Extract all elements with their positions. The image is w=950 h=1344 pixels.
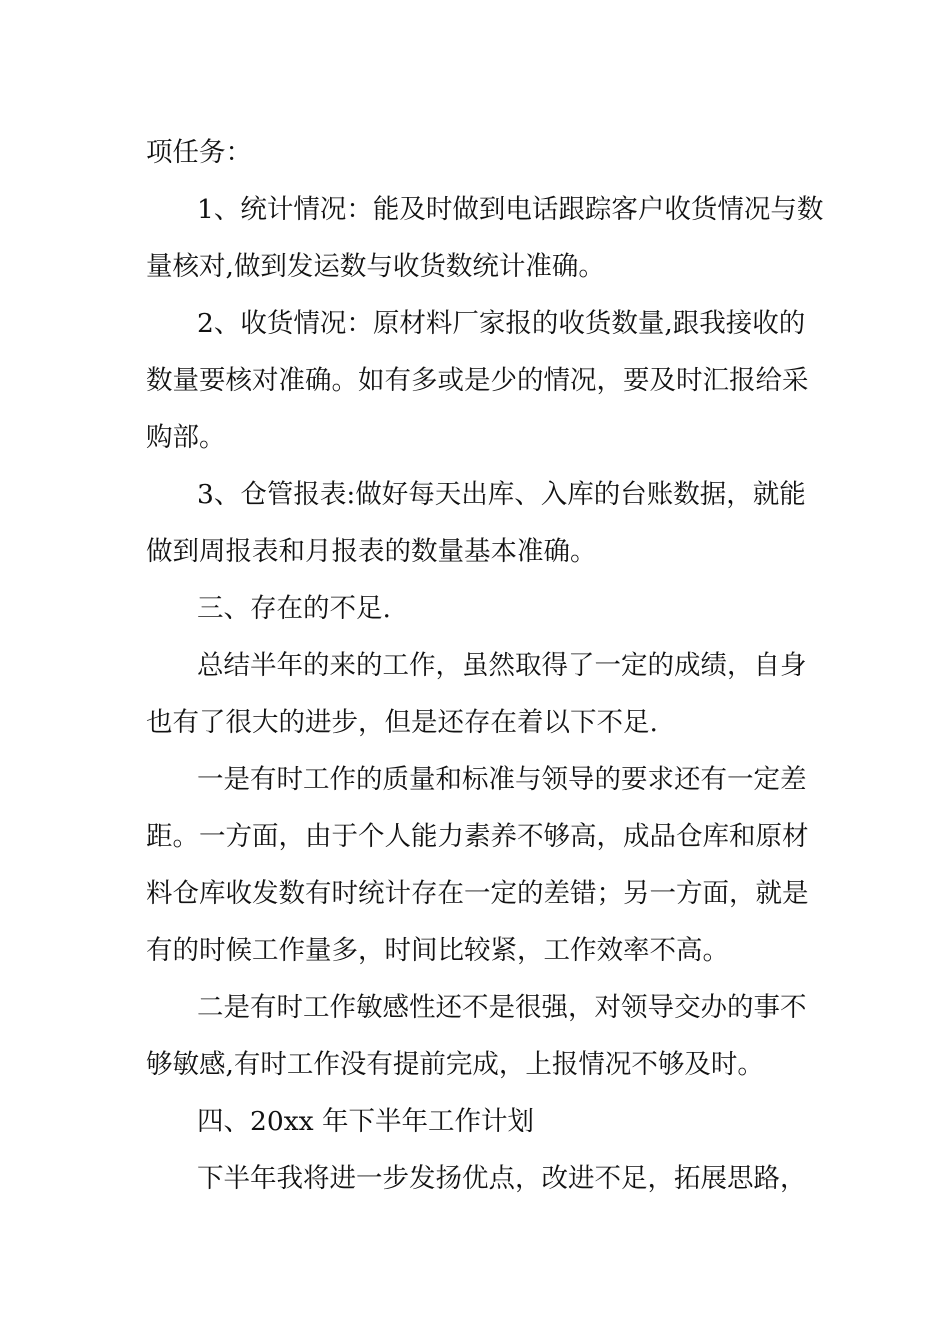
text-line: 项任务：: [146, 137, 252, 168]
section-heading: 四、20xx 年下半年工作计划: [197, 1106, 535, 1137]
text-line: 一是有时工作的质量和标准与领导的要求还有一定差: [197, 764, 807, 795]
text-line: 3、仓管报表:做好每天出库、入库的台账数据，就能: [197, 479, 806, 510]
text-line: 2、收货情况：原材料厂家报的收货数量,跟我接收的: [197, 308, 806, 339]
section-heading: 三、存在的不足.: [197, 593, 391, 624]
text-line: 有的时候工作量多，时间比较紧，工作效率不高。: [146, 935, 729, 966]
text-line: 购部。: [146, 422, 226, 453]
text-line: 也有了很大的进步，但是还存在着以下不足.: [146, 707, 658, 738]
text-line: 二是有时工作敏感性还不是很强，对领导交办的事不: [197, 992, 807, 1023]
text-line: 够敏感,有时工作没有提前完成，上报情况不够及时。: [146, 1049, 764, 1080]
text-line: 料仓库收发数有时统计存在一定的差错；另一方面，就是: [146, 878, 809, 909]
text-line: 1、统计情况：能及时做到电话跟踪客户收货情况与数: [197, 194, 824, 225]
text-line: 下半年我将进一步发扬优点，改进不足，拓展思路，: [197, 1163, 807, 1194]
text-line: 做到周报表和月报表的数量基本准确。: [146, 536, 597, 567]
text-line: 距。一方面，由于个人能力素养不够高，成品仓库和原材: [146, 821, 809, 852]
text-line: 量核对,做到发运数与收货数统计准确。: [146, 251, 605, 282]
text-line: 总结半年的来的工作，虽然取得了一定的成绩，自身: [197, 650, 807, 681]
text-line: 数量要核对准确。如有多或是少的情况，要及时汇报给采: [146, 365, 809, 396]
